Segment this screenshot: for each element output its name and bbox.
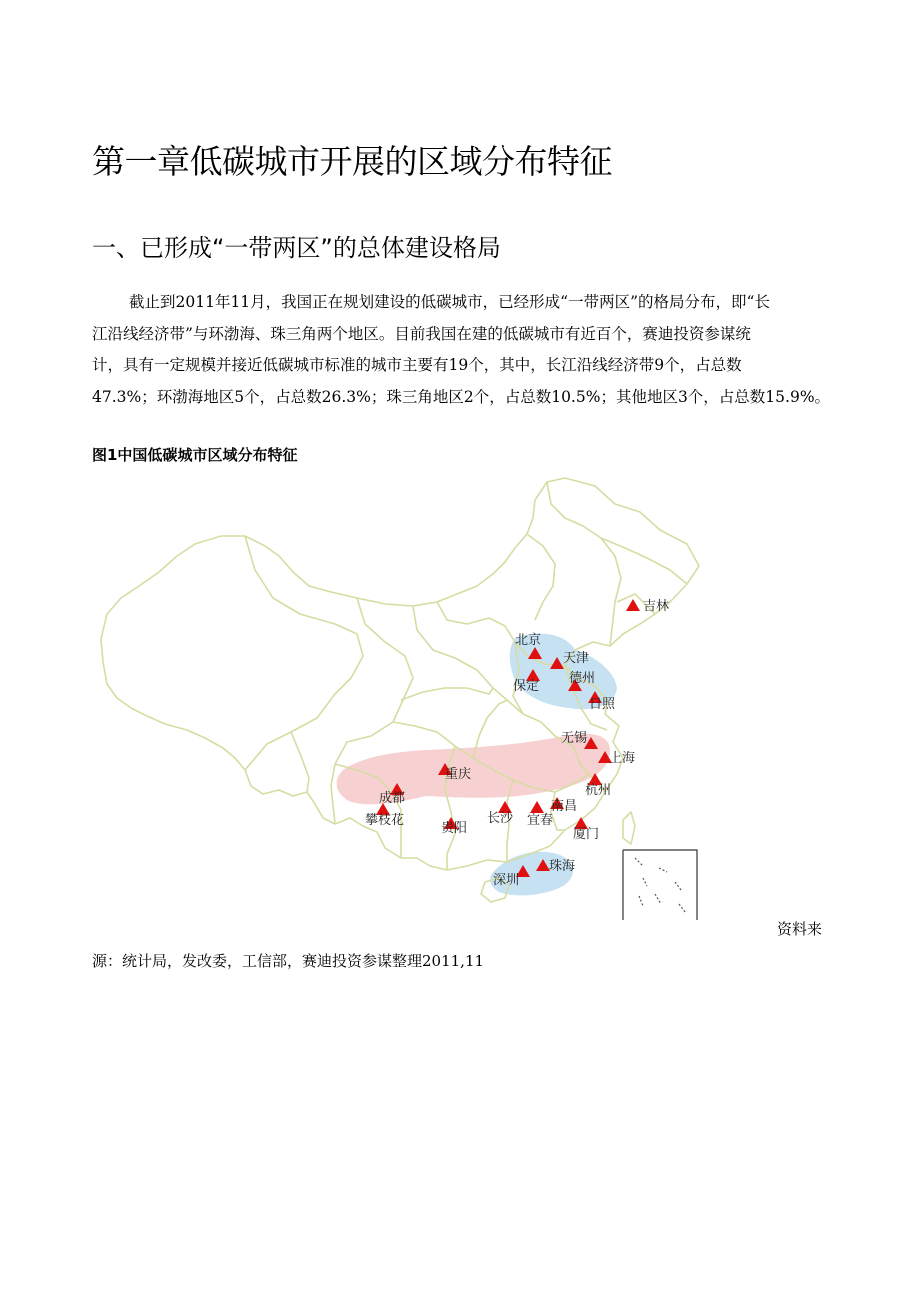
city-marker [573,817,599,842]
city-label: 天津 [563,651,590,666]
city-label: 北京 [515,633,542,648]
source-note-line1: 资料来 [776,920,822,938]
city-label: 深圳 [493,873,520,888]
city-marker [441,817,467,836]
city-triangle-icon [626,599,640,611]
south-china-sea-inset [623,850,697,920]
city-markers [365,598,669,888]
city-marker [626,598,669,614]
city-marker [550,797,577,814]
city-label: 重庆 [445,767,472,782]
paragraph-line: 截止到2011年11月，我国正在规划建设的低碳城市，已经形成“一带两区”的格局分布，即“长 [129,293,770,311]
city-label: 珠海 [549,859,576,874]
chapter-title: 第一章低碳城市开展的区域分布特征 [92,142,612,181]
paragraph-line: 计，具有一定规模并接近低碳城市标准的城市主要有19个，其中，长江沿线经济带9个，占总数 [92,356,742,374]
body-paragraph [92,287,831,413]
city-label: 德州 [569,671,596,686]
figure-caption: 图1中国低碳城市区域分布特征 [92,446,298,464]
city-label: 南昌 [551,799,578,814]
paragraph-line: 江沿线经济带”与环渤海、珠三角两个地区。目前我国在建的低碳城市有近百个，赛迪投资参谋统 [92,324,751,343]
city-label: 上海 [609,751,636,766]
city-marker [527,801,553,828]
city-triangle-icon [530,801,544,813]
city-label: 保定 [513,679,540,694]
city-label: 攀枝花 [365,813,405,828]
paragraph-line: 47.3%；环渤海地区5个，占总数26.3%；珠三角地区2个，占总数10.5%；其他地区3个，占总数15.9%。 [92,387,831,406]
source-note-line2: 源：统计局，发改委，工信部，赛迪投资参谋整理2011,11 [92,952,485,970]
city-label: 无锡 [561,731,588,746]
city-label: 杭州 [585,783,612,798]
china-low-carbon-city-map [95,474,710,920]
city-marker [365,803,404,828]
city-label: 日照 [589,697,616,712]
city-label: 长沙 [487,811,514,826]
city-label: 宜春 [527,813,554,828]
city-label: 吉林 [643,599,670,614]
city-marker [487,801,514,826]
city-label: 厦门 [573,827,600,842]
section-title: 一、已形成“一带两区”的总体建设格局 [92,234,501,262]
city-label: 成都 [379,791,406,806]
city-label: 贵阳 [441,821,468,836]
